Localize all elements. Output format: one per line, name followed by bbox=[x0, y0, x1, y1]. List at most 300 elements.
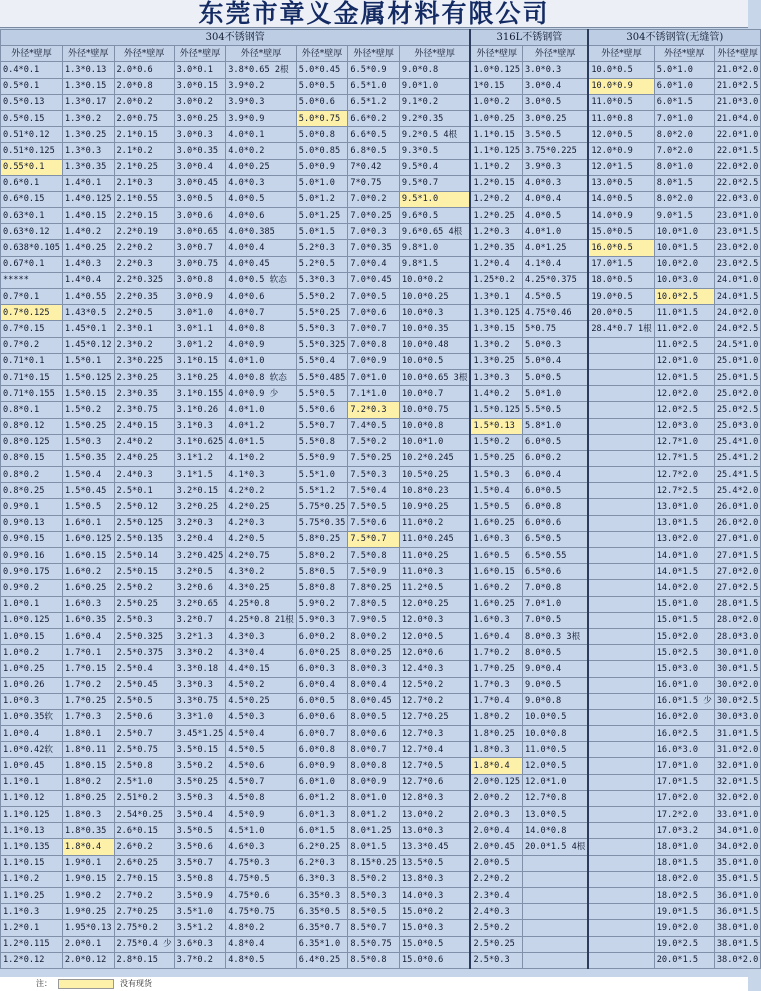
table-cell: 15.0*0.5 bbox=[399, 936, 470, 952]
table-cell: 6.0*1.3 bbox=[296, 807, 348, 823]
table-cell: 1.5*0.2 bbox=[470, 434, 522, 450]
table-cell bbox=[523, 871, 589, 887]
table-cell: 2.2*0.325 bbox=[114, 272, 174, 288]
table-cell: 10.0*2.5 bbox=[654, 289, 714, 305]
table-cell: 6.5*0.9 bbox=[348, 62, 400, 78]
table-cell: 3.1*0.625 bbox=[174, 434, 226, 450]
table-cell: 6.5*0.6 bbox=[523, 564, 589, 580]
table-cell: 7.4*0.5 bbox=[348, 418, 400, 434]
table-cell: 7.5*0.6 bbox=[348, 515, 400, 531]
table-cell: 7.5*0.4 bbox=[348, 483, 400, 499]
table-cell: 5.0*0.85 bbox=[296, 143, 348, 159]
table-cell: 2.5*0.375 bbox=[114, 645, 174, 661]
table-cell: 9.6*0.5 bbox=[399, 208, 470, 224]
table-cell: 7*0.42 bbox=[348, 159, 400, 175]
table-cell: 13.0*0.3 bbox=[399, 823, 470, 839]
table-cell: 1.6*0.3 bbox=[470, 612, 522, 628]
table-cell: 1.0*0.35软 bbox=[1, 709, 63, 725]
table-cell: 32.0*2.0 bbox=[714, 790, 760, 806]
table-cell: 7.0*0.25 bbox=[348, 208, 400, 224]
table-cell: 4.0*0.4 bbox=[226, 240, 297, 256]
table-cell: 14.0*2.0 bbox=[654, 580, 714, 596]
table-cell: 7*0.75 bbox=[348, 175, 400, 191]
table-cell: 12.7*0.8 bbox=[523, 790, 589, 806]
table-cell bbox=[588, 483, 654, 499]
table-cell: 2.5*0.5 bbox=[114, 693, 174, 709]
table-cell: 1.25*0.2 bbox=[470, 272, 522, 288]
table-cell: 7.0*0.7 bbox=[348, 321, 400, 337]
table-cell: 16.0*3.0 bbox=[654, 742, 714, 758]
table-cell: 30.0*1.5 bbox=[714, 661, 760, 677]
table-cell: 10.0*0.75 bbox=[399, 402, 470, 418]
table-cell: 4.75*0.6 bbox=[226, 887, 297, 903]
column-header: 外径*壁厚 bbox=[399, 46, 470, 62]
table-cell: 1.3*0.2 bbox=[62, 110, 114, 126]
table-cell: 6.0*0.2 bbox=[523, 450, 589, 466]
table-cell: 10.0*0.5 bbox=[588, 62, 654, 78]
table-cell: 5.2*0.5 bbox=[296, 256, 348, 272]
table-cell: 16.0*1.0 bbox=[654, 677, 714, 693]
table-cell: 8.0*0.2 bbox=[348, 628, 400, 644]
table-cell: 3.5*0.6 bbox=[174, 839, 226, 855]
table-cell: 1.6*0.5 bbox=[470, 548, 522, 564]
table-cell: 2.6*0.2 bbox=[114, 839, 174, 855]
table-cell: 4.5*0.6 bbox=[226, 758, 297, 774]
table-cell: 27.0*1.5 bbox=[714, 548, 760, 564]
table-cell: 6.6*0.2 bbox=[348, 110, 400, 126]
table-cell: 4.75*0.5 bbox=[226, 871, 297, 887]
table-cell: 4.75*0.46 bbox=[523, 305, 589, 321]
table-cell: 2.4*0.3 bbox=[470, 904, 522, 920]
table-cell: 4.0*0.25 bbox=[226, 159, 297, 175]
table-cell bbox=[588, 677, 654, 693]
table-cell: 1.5*0.1 bbox=[62, 353, 114, 369]
table-cell: 3.5*0.5 bbox=[174, 823, 226, 839]
table-cell: 4.2*0.3 bbox=[226, 515, 297, 531]
table-cell: 14.0*0.9 bbox=[588, 208, 654, 224]
section-s304s: 304不锈钢管(无缝管) bbox=[588, 30, 760, 46]
table-cell: 5.9*0.3 bbox=[296, 612, 348, 628]
table-cell: 6.35*0.7 bbox=[296, 920, 348, 936]
table-cell: 2.5*0.3 bbox=[114, 612, 174, 628]
table-cell: 15.0*3.0 bbox=[654, 661, 714, 677]
table-cell: 7.0*2.0 bbox=[654, 143, 714, 159]
column-header: 外径*壁厚 bbox=[588, 46, 654, 62]
note-text: 没有现货 bbox=[120, 979, 152, 988]
table-cell: 5.0*1.0 bbox=[654, 62, 714, 78]
table-cell: 17.0*1.5 bbox=[654, 774, 714, 790]
table-cell: 5.8*1.0 bbox=[523, 418, 589, 434]
table-cell: 3.3*0.3 bbox=[174, 677, 226, 693]
table-cell: 1.5*0.2 bbox=[62, 402, 114, 418]
table-cell: 6.0*0.6 bbox=[523, 515, 589, 531]
table-cell: 0.71*0.15 bbox=[1, 369, 63, 385]
table-cell: 1.2*0.35 bbox=[470, 240, 522, 256]
table-cell: 2.75*0.4 少 bbox=[114, 936, 174, 952]
table-cell: 22.0*3.0 bbox=[714, 191, 760, 207]
table-cell: 23.0*2.0 bbox=[714, 240, 760, 256]
table-cell: 5.8*0.2 bbox=[296, 548, 348, 564]
table-cell: 5.0*1.2 bbox=[296, 191, 348, 207]
table-cell: 0.8*0.15 bbox=[1, 450, 63, 466]
table-cell: 5.5*0.9 bbox=[296, 450, 348, 466]
table-cell: 24.0*2.0 bbox=[714, 305, 760, 321]
table-cell: 0.8*0.25 bbox=[1, 483, 63, 499]
table-cell: 6.6*0.5 bbox=[348, 127, 400, 143]
table-cell: 3.9*0.2 bbox=[226, 78, 297, 94]
table-cell: 21.0*4.0 bbox=[714, 110, 760, 126]
table-cell: 30.0*3.0 bbox=[714, 709, 760, 725]
table-cell: 3.5*1.2 bbox=[174, 920, 226, 936]
table-cell: 1.6*0.1 bbox=[62, 515, 114, 531]
table-cell: 8.5*0.7 bbox=[348, 920, 400, 936]
table-cell: 2.0*0.3 bbox=[470, 807, 522, 823]
table-cell: 1.7*0.3 bbox=[470, 677, 522, 693]
table-cell: 25.0*1.5 bbox=[714, 369, 760, 385]
table-cell: 3.0*0.2 bbox=[174, 94, 226, 110]
table-cell: 1.9*0.25 bbox=[62, 904, 114, 920]
table-cell bbox=[588, 758, 654, 774]
table-cell: 0.8*0.2 bbox=[1, 467, 63, 483]
table-cell: 2.0*0.45 bbox=[470, 839, 522, 855]
table-cell: 1.6*0.15 bbox=[470, 564, 522, 580]
table-cell: 9.0*0.4 bbox=[523, 661, 589, 677]
table-cell bbox=[588, 661, 654, 677]
table-cell: 2.3*0.75 bbox=[114, 402, 174, 418]
table-cell: 8.5*0.75 bbox=[348, 936, 400, 952]
table-cell: 3.3*0.2 bbox=[174, 645, 226, 661]
table-cell: 9.0*1.0 bbox=[399, 78, 470, 94]
table-cell: 24.5*1.0 bbox=[714, 337, 760, 353]
table-cell: 5.0*0.3 bbox=[523, 337, 589, 353]
table-cell: 5.0*1.25 bbox=[296, 208, 348, 224]
table-cell: 15.0*1.0 bbox=[654, 596, 714, 612]
table-cell: 16.0*2.0 bbox=[654, 709, 714, 725]
table-cell: 0.4*0.1 bbox=[1, 62, 63, 78]
note-row bbox=[0, 977, 748, 991]
table-cell: 5.8*0.5 bbox=[296, 564, 348, 580]
table-cell bbox=[588, 499, 654, 515]
table-cell: 10.0*0.65 3根 bbox=[399, 369, 470, 385]
table-cell: 1.0*0.26 bbox=[1, 677, 63, 693]
table-cell: 1.2*0.4 bbox=[470, 256, 522, 272]
table-cell: 10.0*2.0 bbox=[654, 256, 714, 272]
table-cell: 9.2*0.35 bbox=[399, 110, 470, 126]
table-cell: 5.8*0.8 bbox=[296, 580, 348, 596]
table-cell: 32.0*1.0 bbox=[714, 758, 760, 774]
table-cell: 9.1*0.2 bbox=[399, 94, 470, 110]
table-cell bbox=[588, 353, 654, 369]
table-cell: 20.0*1.5 4根 bbox=[523, 839, 589, 855]
table-cell: 3.2*0.7 bbox=[174, 612, 226, 628]
table-cell: 10.0*0.9 bbox=[588, 78, 654, 94]
table-cell: 1.2*0.15 bbox=[470, 175, 522, 191]
table-cell: 2.2*0.3 bbox=[114, 256, 174, 272]
table-cell: 3.1*0.15 bbox=[174, 353, 226, 369]
table-cell: 4.75*0.3 bbox=[226, 855, 297, 871]
table-cell bbox=[588, 726, 654, 742]
table-cell bbox=[588, 742, 654, 758]
table-cell: 21.0*2.0 bbox=[714, 62, 760, 78]
table-cell: 2.0*0.1 bbox=[62, 936, 114, 952]
table-cell: 8.0*0.4 bbox=[348, 677, 400, 693]
table-cell: 1.8*0.1 bbox=[62, 726, 114, 742]
table-cell: 8.0*0.45 bbox=[348, 693, 400, 709]
table-cell: 2.51*0.2 bbox=[114, 790, 174, 806]
table-cell: 11.0*2.5 bbox=[654, 337, 714, 353]
table-cell: 1.8*0.4 bbox=[62, 839, 114, 855]
stock-table bbox=[0, 29, 761, 969]
table-cell: 22.0*2.0 bbox=[714, 159, 760, 175]
table-cell: 3.0*1.2 bbox=[174, 337, 226, 353]
table-cell: 2.3*0.4 bbox=[470, 887, 522, 903]
table-cell: 7.0*0.9 bbox=[348, 353, 400, 369]
table-cell: 1.6*0.25 bbox=[470, 515, 522, 531]
table-cell: 5*0.75 bbox=[523, 321, 589, 337]
table-cell: 1.9*0.2 bbox=[62, 887, 114, 903]
table-cell: 3.1*1.5 bbox=[174, 467, 226, 483]
table-cell: 3.0*0.25 bbox=[523, 110, 589, 126]
table-cell: 2.0*0.6 bbox=[114, 62, 174, 78]
table-cell: 7.0*0.2 bbox=[348, 191, 400, 207]
table-cell: 3.0*1.0 bbox=[174, 305, 226, 321]
table-cell: 19.0*1.5 bbox=[654, 904, 714, 920]
table-cell: 3.5*0.9 bbox=[174, 887, 226, 903]
table-cell: 14.0*1.0 bbox=[654, 548, 714, 564]
table-cell: 12.7*2.0 bbox=[654, 467, 714, 483]
table-cell: 12.0*2.0 bbox=[654, 386, 714, 402]
table-cell: 0.7*0.2 bbox=[1, 337, 63, 353]
table-cell: 8.0*0.5 bbox=[523, 645, 589, 661]
table-cell: 5.0*0.6 bbox=[296, 94, 348, 110]
table-cell: 32.0*1.5 bbox=[714, 774, 760, 790]
table-cell: 8.0*2.0 bbox=[654, 191, 714, 207]
table-cell: 9.5*0.7 bbox=[399, 175, 470, 191]
table-cell: 2.0*0.8 bbox=[114, 78, 174, 94]
table-cell: 3.9*0.9 bbox=[226, 110, 297, 126]
table-cell: 24.0*1.5 bbox=[714, 289, 760, 305]
table-cell: 1.2*0.12 bbox=[1, 952, 63, 968]
table-cell: 1.0*0.25 bbox=[1, 661, 63, 677]
table-cell: 3.0*0.3 bbox=[523, 62, 589, 78]
table-cell: 10.0*0.48 bbox=[399, 337, 470, 353]
table-cell: 22.0*2.5 bbox=[714, 175, 760, 191]
table-cell: 3.2*0.425 bbox=[174, 548, 226, 564]
table-cell: 16.0*2.5 bbox=[654, 726, 714, 742]
table-cell: 1.1*0.15 bbox=[1, 855, 63, 871]
table-cell: 2.5*0.14 bbox=[114, 548, 174, 564]
table-cell: 18.0*2.5 bbox=[654, 887, 714, 903]
table-cell: 2.5*0.1 bbox=[114, 483, 174, 499]
table-cell: 25.4*2.0 bbox=[714, 483, 760, 499]
table-cell bbox=[523, 855, 589, 871]
table-cell: 2.3*0.25 bbox=[114, 369, 174, 385]
table-cell: 3.2*0.4 bbox=[174, 531, 226, 547]
table-cell: 1.4*0.2 bbox=[62, 224, 114, 240]
table-cell: 1.3*0.1 bbox=[470, 289, 522, 305]
table-cell: 6.0*1.5 bbox=[654, 94, 714, 110]
table-cell: 7.8*0.25 bbox=[348, 580, 400, 596]
table-cell: 2.5*0.135 bbox=[114, 531, 174, 547]
table-cell: 1.8*0.3 bbox=[470, 742, 522, 758]
table-cell: 2.3*0.35 bbox=[114, 386, 174, 402]
table-cell: 1.1*0.1 bbox=[1, 774, 63, 790]
table-cell: 4.0*0.8 软态 bbox=[226, 369, 297, 385]
column-header: 外径*壁厚 bbox=[714, 46, 760, 62]
table-cell: 15.0*0.2 bbox=[399, 904, 470, 920]
table-cell: 2.0*0.75 bbox=[114, 110, 174, 126]
table-cell bbox=[588, 693, 654, 709]
table-cell: 1.4*0.25 bbox=[62, 240, 114, 256]
table-cell bbox=[588, 450, 654, 466]
table-cell: 2.5*0.25 bbox=[470, 936, 522, 952]
table-cell: 8.0*0.7 bbox=[348, 742, 400, 758]
table-cell: 4.5*0.9 bbox=[226, 807, 297, 823]
table-cell: 13.0*1.5 bbox=[654, 515, 714, 531]
table-cell: 5.0*0.75 bbox=[296, 110, 348, 126]
table-cell: 2.5*0.6 bbox=[114, 709, 174, 725]
table-cell: 8.0*0.9 bbox=[348, 774, 400, 790]
table-cell: 33.0*1.0 bbox=[714, 807, 760, 823]
note-label: 注： bbox=[36, 979, 52, 988]
table-cell: 17.0*3.2 bbox=[654, 823, 714, 839]
table-cell: 6.0*0.7 bbox=[296, 726, 348, 742]
table-cell: 15.0*0.6 bbox=[399, 952, 470, 968]
table-cell: 2.2*0.35 bbox=[114, 289, 174, 305]
table-cell: 1.3*0.2 bbox=[470, 337, 522, 353]
table-cell: 0.55*0.1 bbox=[1, 159, 63, 175]
table-cell: ***** bbox=[1, 272, 63, 288]
table-cell: 5.0*1.0 bbox=[296, 175, 348, 191]
table-cell: 8.0*1.0 bbox=[654, 159, 714, 175]
table-cell: 1.5*0.25 bbox=[470, 450, 522, 466]
table-cell: 1.4*0.125 bbox=[62, 191, 114, 207]
table-cell: 4.5*0.7 bbox=[226, 774, 297, 790]
table-cell: 4.0*1.5 bbox=[226, 434, 297, 450]
table-cell: 6.0*0.8 bbox=[523, 499, 589, 515]
table-cell: 7.0*0.8 bbox=[523, 580, 589, 596]
table-cell: 28.0*2.0 bbox=[714, 612, 760, 628]
table-cell: 3.0*0.7 bbox=[174, 240, 226, 256]
table-cell: 1.3*0.17 bbox=[62, 94, 114, 110]
table-cell: 11.2*0.5 bbox=[399, 580, 470, 596]
table-cell: 3.0*0.45 bbox=[174, 175, 226, 191]
table-cell: 4.0*0.1 bbox=[226, 127, 297, 143]
table-cell: 18.0*0.5 bbox=[588, 272, 654, 288]
table-cell: 2.5*0.25 bbox=[114, 596, 174, 612]
table-cell: 8.0*1.25 bbox=[348, 823, 400, 839]
table-cell: 5.0*1.0 bbox=[523, 386, 589, 402]
table-cell: 4.0*1.0 bbox=[226, 402, 297, 418]
table-cell: 20.0*0.5 bbox=[588, 305, 654, 321]
table-cell bbox=[588, 386, 654, 402]
table-cell: 5.0*0.5 bbox=[523, 369, 589, 385]
table-cell: 13.0*2.0 bbox=[654, 531, 714, 547]
table-cell: 12.0*0.6 bbox=[399, 645, 470, 661]
table-cell: 0.67*0.1 bbox=[1, 256, 63, 272]
table-cell: 5.5*0.5 bbox=[523, 402, 589, 418]
table-cell: 1.2*0.2 bbox=[470, 191, 522, 207]
table-cell: 3.1*0.155 bbox=[174, 386, 226, 402]
table-cell: 4.0*0.45 bbox=[226, 256, 297, 272]
table-cell: 11.0*1.5 bbox=[654, 305, 714, 321]
table-cell: 5.5*0.2 bbox=[296, 289, 348, 305]
table-cell: 5.5*0.6 bbox=[296, 402, 348, 418]
table-cell: 10.0*0.8 bbox=[523, 726, 589, 742]
table-cell: 1.3*0.25 bbox=[470, 353, 522, 369]
table-cell: 2.3*0.225 bbox=[114, 353, 174, 369]
table-cell: 3.1*0.25 bbox=[174, 369, 226, 385]
table-cell: 7.0*0.4 bbox=[348, 256, 400, 272]
table-cell: 15.0*1.5 bbox=[654, 612, 714, 628]
table-cell: 10.0*1.0 bbox=[654, 224, 714, 240]
table-cell: 0.7*0.1 bbox=[1, 289, 63, 305]
table-cell: 0.9*0.1 bbox=[1, 499, 63, 515]
table-cell bbox=[588, 790, 654, 806]
table-cell: 12.7*0.25 bbox=[399, 709, 470, 725]
table-cell: 6.0*1.5 bbox=[296, 823, 348, 839]
table-cell: 16.0*0.5 bbox=[588, 240, 654, 256]
table-cell: 12.4*0.3 bbox=[399, 661, 470, 677]
table-cell: 2.2*0.15 bbox=[114, 208, 174, 224]
table-cell: 21.0*3.0 bbox=[714, 94, 760, 110]
table-cell: 27.0*1.0 bbox=[714, 531, 760, 547]
table-cell: 1.0*0.125 bbox=[1, 612, 63, 628]
table-cell: 6.0*0.25 bbox=[296, 645, 348, 661]
table-cell: 0.8*0.12 bbox=[1, 418, 63, 434]
column-header: 外径*壁厚 bbox=[1, 46, 63, 62]
table-cell: 19.0*0.5 bbox=[588, 289, 654, 305]
table-cell: 1.3*0.15 bbox=[470, 321, 522, 337]
table-cell: 1.1*0.12 bbox=[1, 790, 63, 806]
table-cell: 1.4*0.2 bbox=[470, 386, 522, 402]
table-cell: 1.0*0.4 bbox=[1, 726, 63, 742]
table-cell: 5.0*0.45 bbox=[296, 62, 348, 78]
table-cell: 1.1*0.25 bbox=[1, 887, 63, 903]
table-cell: 9.5*1.0 bbox=[399, 191, 470, 207]
table-cell: 9.8*1.5 bbox=[399, 256, 470, 272]
table-cell bbox=[588, 418, 654, 434]
table-cell: 3.9*0.3 bbox=[226, 94, 297, 110]
table-cell: 1.4*0.4 bbox=[62, 272, 114, 288]
table-cell: 12.7*2.5 bbox=[654, 483, 714, 499]
table-cell: 1.0*0.15 bbox=[1, 628, 63, 644]
table-cell: 7.0*0.3 bbox=[348, 224, 400, 240]
table-cell: 3.0*1.1 bbox=[174, 321, 226, 337]
table-cell: 1.0*0.2 bbox=[470, 94, 522, 110]
table-cell: 31.0*2.0 bbox=[714, 742, 760, 758]
table-cell: 1.5*0.125 bbox=[62, 369, 114, 385]
table-cell: 30.0*1.0 bbox=[714, 645, 760, 661]
table-cell: 3.0*0.8 bbox=[174, 272, 226, 288]
table-cell: 3.2*0.3 bbox=[174, 515, 226, 531]
table-cell: 4.0*0.6 bbox=[226, 289, 297, 305]
table-cell: 7.8*0.5 bbox=[348, 596, 400, 612]
table-cell: 1.9*0.15 bbox=[62, 871, 114, 887]
table-cell: 12.7*0.5 bbox=[399, 758, 470, 774]
table-cell: 4.0*0.3 bbox=[226, 175, 297, 191]
table-cell: 1.8*0.11 bbox=[62, 742, 114, 758]
table-cell: 14.0*0.8 bbox=[523, 823, 589, 839]
table-cell: 1.8*0.3 bbox=[62, 807, 114, 823]
table-cell: 2.4*0.3 bbox=[114, 467, 174, 483]
table-cell: 1.0*0.1 bbox=[1, 596, 63, 612]
table-cell: 4.0*0.9 bbox=[226, 337, 297, 353]
table-cell: 4.0*0.5 软态 bbox=[226, 272, 297, 288]
table-cell: 22.0*1.5 bbox=[714, 143, 760, 159]
table-cell: 4.0*0.4 bbox=[523, 191, 589, 207]
table-cell: 8.5*0.8 bbox=[348, 952, 400, 968]
